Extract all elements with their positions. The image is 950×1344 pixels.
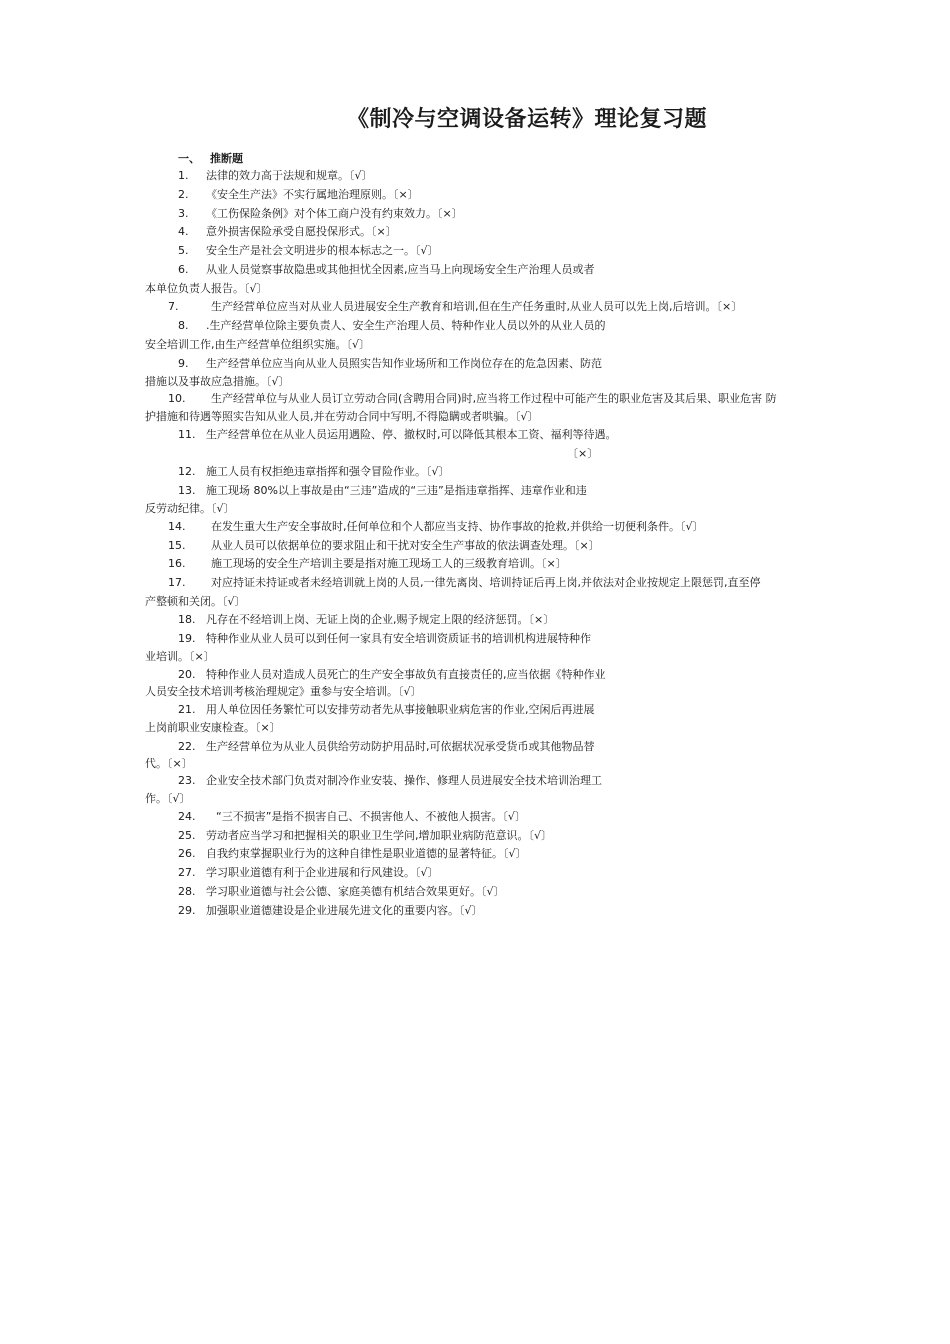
question-number: 20.	[178, 668, 196, 681]
question-text: “三不损害”是指不损害自己、不损害他人、不被他人损害。〔√〕	[216, 810, 526, 823]
question-text: 学习职业道德有利于企业进展和行风建设。〔√〕	[206, 866, 439, 879]
question-number: 15.	[168, 539, 186, 552]
question-number: 3.	[178, 207, 189, 220]
question-number: 26.	[178, 847, 196, 860]
question-number: 8.	[178, 319, 189, 332]
question-text: 生产经营单位与从业人员订立劳动合同(含聘用合同)时,应当将工作过程中可能产生的职业危害及其后果、职业危害 防	[211, 392, 777, 405]
question-number: 18.	[178, 613, 196, 626]
question-number: 5.	[178, 244, 189, 257]
question-text: 自我约束掌握职业行为的这种自律性是职业道德的显著特征。〔√〕	[206, 847, 527, 860]
question-text: 《安全生产法》不实行属地治理原则。〔×〕	[206, 188, 419, 201]
question-text: 施工现场 80%以上事故是由“三违”造成的“三违”是指违章指挥、违章作业和违	[206, 484, 587, 497]
question-text: 劳动者应当学习和把握相关的职业卫生学问,增加职业病防范意识。〔√〕	[206, 829, 553, 842]
question-text-continuation: 作。〔√〕	[145, 792, 191, 805]
question-number: 27.	[178, 866, 196, 879]
question-text-continuation: 安全培训工作,由生产经营单位组织实施。〔√〕	[145, 338, 371, 351]
question-text: 用人单位因任务繁忙可以安排劳动者先从事接触职业病危害的作业,空闲后再进展	[206, 703, 595, 716]
question-number: 21.	[178, 703, 196, 716]
question-number: 4.	[178, 225, 189, 238]
question-text: 生产经营单位应当向从业人员照实告知作业场所和工作岗位存在的危急因素、防范	[206, 357, 602, 370]
question-text: 特种作业人员对造成人员死亡的生产安全事故负有直接责任的,应当依据《特种作业	[206, 668, 606, 681]
question-text: 安全生产是社会文明进步的根本标志之一。〔√〕	[206, 244, 439, 257]
document-title: 《制冷与空调设备运转》理论复习题	[346, 107, 707, 132]
question-number: 16.	[168, 557, 186, 570]
question-number: 25.	[178, 829, 196, 842]
question-number: 10.	[168, 392, 186, 405]
question-number: 7.	[168, 300, 179, 313]
question-text-continuation: 上岗前职业安康检查。〔×〕	[145, 721, 281, 734]
question-number: 14.	[168, 520, 186, 533]
question-text: 生产经营单位为从业人员供给劳动防护用品时,可依据状况承受货币或其他物品替	[206, 740, 595, 753]
question-text-continuation: 措施以及事故应急措施。〔√〕	[145, 375, 290, 388]
question-number: 29.	[178, 904, 196, 917]
question-text: 对应持证未持证或者未经培训就上岗的人员,一律先离岗、培训持证后再上岗,并依法对企业按规定上限惩罚,直至停	[211, 576, 761, 589]
question-text: 从业人员觉察事故隐患或其他担忧全因素,应当马上向现场安全生产治理人员或者	[206, 263, 595, 276]
question-text-continuation: 代。〔×〕	[145, 757, 193, 770]
question-number: 17.	[168, 576, 186, 589]
question-text: 生产经营单位在从业人员运用遇险、停、撤权时,可以降低其根本工资、福利等待遇。	[206, 428, 617, 441]
question-text-continuation: 人员安全技术培训考核治理规定》重参与安全培训。〔√〕	[145, 685, 422, 698]
question-text: 法律的效力高于法规和规章。〔√〕	[206, 169, 373, 182]
question-text: .生产经营单位除主要负责人、安全生产治理人员、特种作业人员以外的从业人员的	[206, 319, 606, 332]
question-number: 23.	[178, 774, 196, 787]
question-text: 施工现场的安全生产培训主要是指对施工现场工人的三级教育培训。〔×〕	[211, 557, 567, 570]
section-number: 一、	[178, 152, 200, 165]
section-heading	[178, 150, 243, 166]
question-number: 28.	[178, 885, 196, 898]
question-number: 1.	[178, 169, 189, 182]
question-text-continuation: 本单位负责人报告。〔√〕	[145, 282, 268, 295]
question-number: 2.	[178, 188, 189, 201]
question-number: 24.	[178, 810, 196, 823]
question-text-continuation: 产整顿和关闭。〔√〕	[145, 595, 246, 608]
question-text-continuation: 业培训。〔×〕	[145, 650, 215, 663]
question-number: 19.	[178, 632, 196, 645]
question-text-continuation: 反劳动纪律。〔√〕	[145, 502, 235, 515]
question-text: 在发生重大生产安全事故时,任何单位和个人都应当支持、协作事故的抢救,并供给一切便利条件。〔√〕	[211, 520, 704, 533]
question-text: 企业安全技术部门负责对制冷作业安装、操作、修理人员进展安全技术培训治理工	[206, 774, 602, 787]
question-text: 《工伤保险条例》对个体工商户没有约束效力。〔×〕	[206, 207, 463, 220]
question-text-continuation: 〔×〕	[567, 447, 599, 460]
question-number: 6.	[178, 263, 189, 276]
question-number: 9.	[178, 357, 189, 370]
question-text: 学习职业道德与社会公德、家庭美德有机结合效果更好。〔√〕	[206, 885, 505, 898]
question-number: 22.	[178, 740, 196, 753]
question-text: 凡存在不经培训上岗、无证上岗的企业,赐予规定上限的经济惩罚。〔×〕	[206, 613, 555, 626]
question-number: 11.	[178, 428, 196, 441]
question-text-continuation: 护措施和待遇等照实告知从业人员,并在劳动合同中写明,不得隐瞒或者哄骗。〔√〕	[145, 410, 539, 423]
question-text: 施工人员有权拒绝违章指挥和强令冒险作业。〔√〕	[206, 465, 450, 478]
question-text: 特种作业从业人员可以到任何一家具有安全培训资质证书的培训机构进展特种作	[206, 632, 591, 645]
question-text: 加强职业道德建设是企业进展先进文化的重要内容。〔√〕	[206, 904, 483, 917]
question-text: 生产经营单位应当对从业人员进展安全生产教育和培训,但在生产任务重时,从业人员可以先上岗,后培训。〔×〕	[211, 300, 743, 313]
question-text: 从业人员可以依据单位的要求阻止和干扰对安全生产事故的依法调查处理。〔×〕	[211, 539, 600, 552]
section-label: 推断题	[210, 152, 243, 165]
question-number: 12.	[178, 465, 196, 478]
question-text: 意外损害保险承受自愿投保形式。〔×〕	[206, 225, 397, 238]
question-number: 13.	[178, 484, 196, 497]
